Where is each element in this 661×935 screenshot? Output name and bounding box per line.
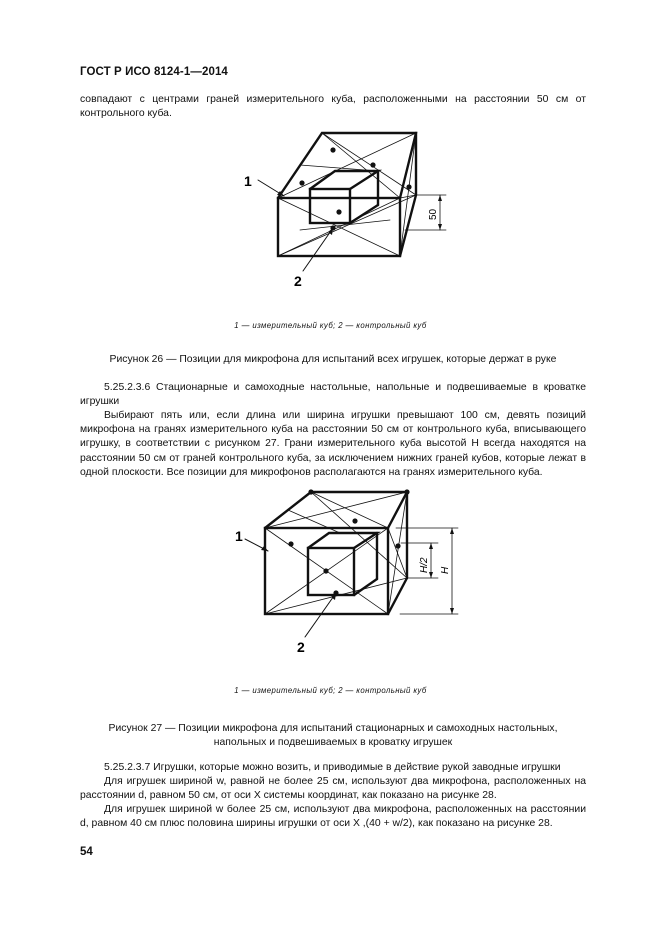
section-5-25-2-3-7-heading: 5.25.2.3.7 Игрушки, которые можно возить, и приводимые в действие рукой заводные игрушки	[104, 762, 561, 773]
intro-paragraph: совпадают с центрами граней измерительного куба, расположенными на расстоянии 50 см от контрольного куба.	[80, 94, 586, 120]
fig26-legend: 1 — измерительный куб; 2 — контрольный куб	[234, 321, 427, 330]
page-number: 54	[80, 846, 93, 858]
fig27-dim-h2: H/2	[419, 557, 430, 573]
section-5-25-2-3-7-para2: Для игрушек шириной w более 25 см, используют два микрофона, расположенных на расстоянии d, равном 40 см плюс половина ширины игрушки от оси X ,(40 + w/2), как показано на рисунке 28.	[80, 804, 586, 830]
document-header: ГОСТ Р ИСО 8124-1—2014	[80, 66, 228, 78]
fig27-title-line2: напольных и подвешиваемых в кроватку игрушек	[213, 737, 453, 748]
fig26-label-2: 2	[294, 273, 302, 289]
fig27-legend: 1 — измерительный куб; 2 — контрольный куб	[234, 686, 427, 695]
fig27-label-1: 1	[235, 528, 243, 544]
fig26-title: Рисунок 26 — Позиции для микрофона для испытаний всех игрушек, которые держат в руке	[109, 354, 557, 365]
fig27-title-line1: Рисунок 27 — Позиции микрофона для испытаний стационарных и самоходных настольных,	[108, 723, 558, 734]
fig26-dim-50: 50	[428, 208, 439, 220]
fig26-label-1: 1	[244, 173, 252, 189]
section-5-25-2-3-6-heading: 5.25.2.3.6 Стационарные и самоходные настольные, напольные и подвешиваемые в кроватке игрушки	[80, 382, 586, 408]
section-5-25-2-3-7-para1: Для игрушек шириной w, равной не более 25 см, используют два микрофона, расположенных на расстоянии d, равном 50 см, от оси X системы координат, как показано на рисунке 28.	[80, 776, 586, 802]
fig27-label-2: 2	[297, 639, 305, 655]
section-5-25-2-3-6-body: Выбирают пять или, если длина или ширина игрушки превышают 100 см, девять позиций микрофона на гранях измерительного куба на расстоянии 50 см от контрольного куба, вписывающего игрушку, в соответствии с рисунком 27. Грани измерительного куба высотой H всегда находятся на расстоянии 50 см от граней контрольного куба, за исключением нижних граней кубов, которые лежат в одной плоскости. Все позиции для микрофонов располагаются на гранях измерительного куба.	[80, 410, 586, 478]
fig27-dim-h: H	[440, 566, 451, 574]
